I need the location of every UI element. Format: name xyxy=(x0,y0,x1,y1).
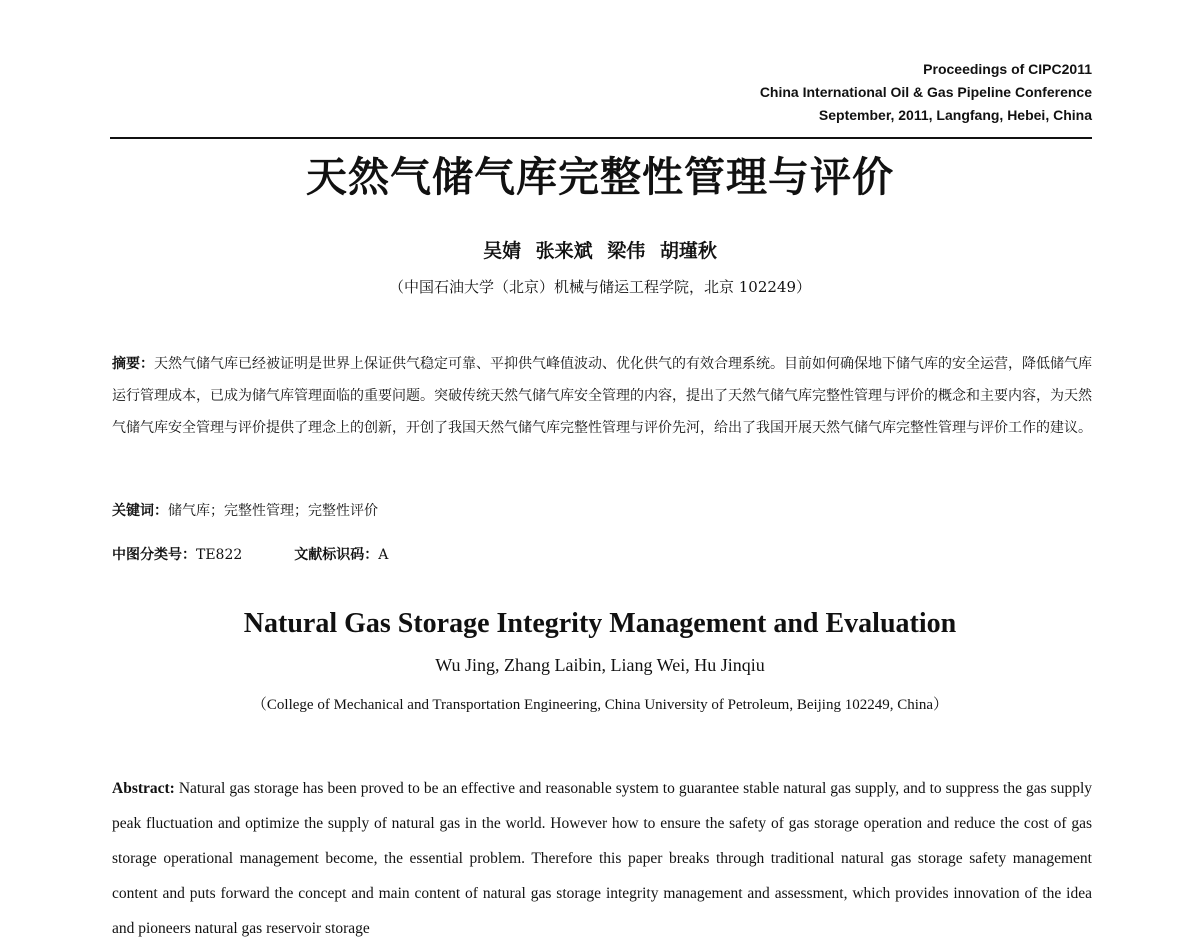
class-number-value: TE822 xyxy=(196,547,243,563)
chinese-title: 天然气储气库完整性管理与评价 xyxy=(306,153,894,201)
chinese-keywords xyxy=(112,500,378,520)
english-affiliation: （College of Mechanical and Transportation Engineering, China University of Petroleum, Beijing 102249, China） xyxy=(251,697,949,713)
english-title: Natural Gas Storage Integrity Management and Evaluation xyxy=(243,608,957,639)
chinese-affiliation: （中国石油大学（北京）机械与储运工程学院，北京 102249） xyxy=(388,278,812,296)
document-code-value: A xyxy=(378,547,389,563)
chinese-classification xyxy=(112,544,388,564)
chinese-keywords-label: 关键词： xyxy=(112,503,168,519)
chinese-abstract-text: 天然气储气库已经被证明是世界上保证供气稳定可靠、平抑供气峰值波动、优化供气的有效合理系统。目前如何确保地下储气库的安全运营，降低储气库运行管理成本，已成为储气库管理面临的重要问题。突破传统天然气储气库安全管理的内容，提出了天然气储气库完整性管理与评价的概念和主要内容，为天然气储气库安全管理与评价提供了理念上的创新，开创了我国天然气储气库完整性管理与评价先河，给出了我国开展天然气储气库完整性管理与评价工作的建议。 xyxy=(112,356,1092,436)
document-code-label: 文献标识码： xyxy=(294,547,379,563)
english-abstract-label: Abstract: xyxy=(112,780,175,797)
english-authors: Wu Jing, Zhang Laibin, Liang Wei, Hu Jinqiu xyxy=(435,655,765,675)
header-rule xyxy=(110,137,1092,139)
chinese-abstract xyxy=(112,348,1092,444)
header-line-proceedings: Proceedings of CIPC2011 xyxy=(923,61,1092,77)
header-line-date-location: September, 2011, Langfang, Hebei, China xyxy=(818,107,1092,123)
chinese-authors: 吴婧 张来斌 梁伟 胡瑾秋 xyxy=(483,240,717,262)
proceedings-header xyxy=(760,58,1092,127)
chinese-abstract-label: 摘要： xyxy=(112,356,154,372)
chinese-keywords-text: 储气库；完整性管理；完整性评价 xyxy=(168,503,378,519)
header-line-conference: China International Oil & Gas Pipeline Conference xyxy=(759,84,1092,100)
class-number-label: 中图分类号： xyxy=(112,547,196,563)
english-abstract-text: Natural gas storage has been proved to be an effective and reasonable system to guarantee stable natural gas supply, and to suppress the gas supply peak fluctuation and optimize the supply of natural gas in the world. However how to ensure the safety of gas storage operation and reduce the cost of gas storage operational management become, the essential problem. Therefore this paper breaks through traditional natural gas storage safety management content and puts forward the concept and main content of natural gas storage integrity management and assessment, which provides innovation of the idea and pioneers natural gas reservoir storage xyxy=(112,780,1092,937)
english-abstract xyxy=(112,771,1092,946)
